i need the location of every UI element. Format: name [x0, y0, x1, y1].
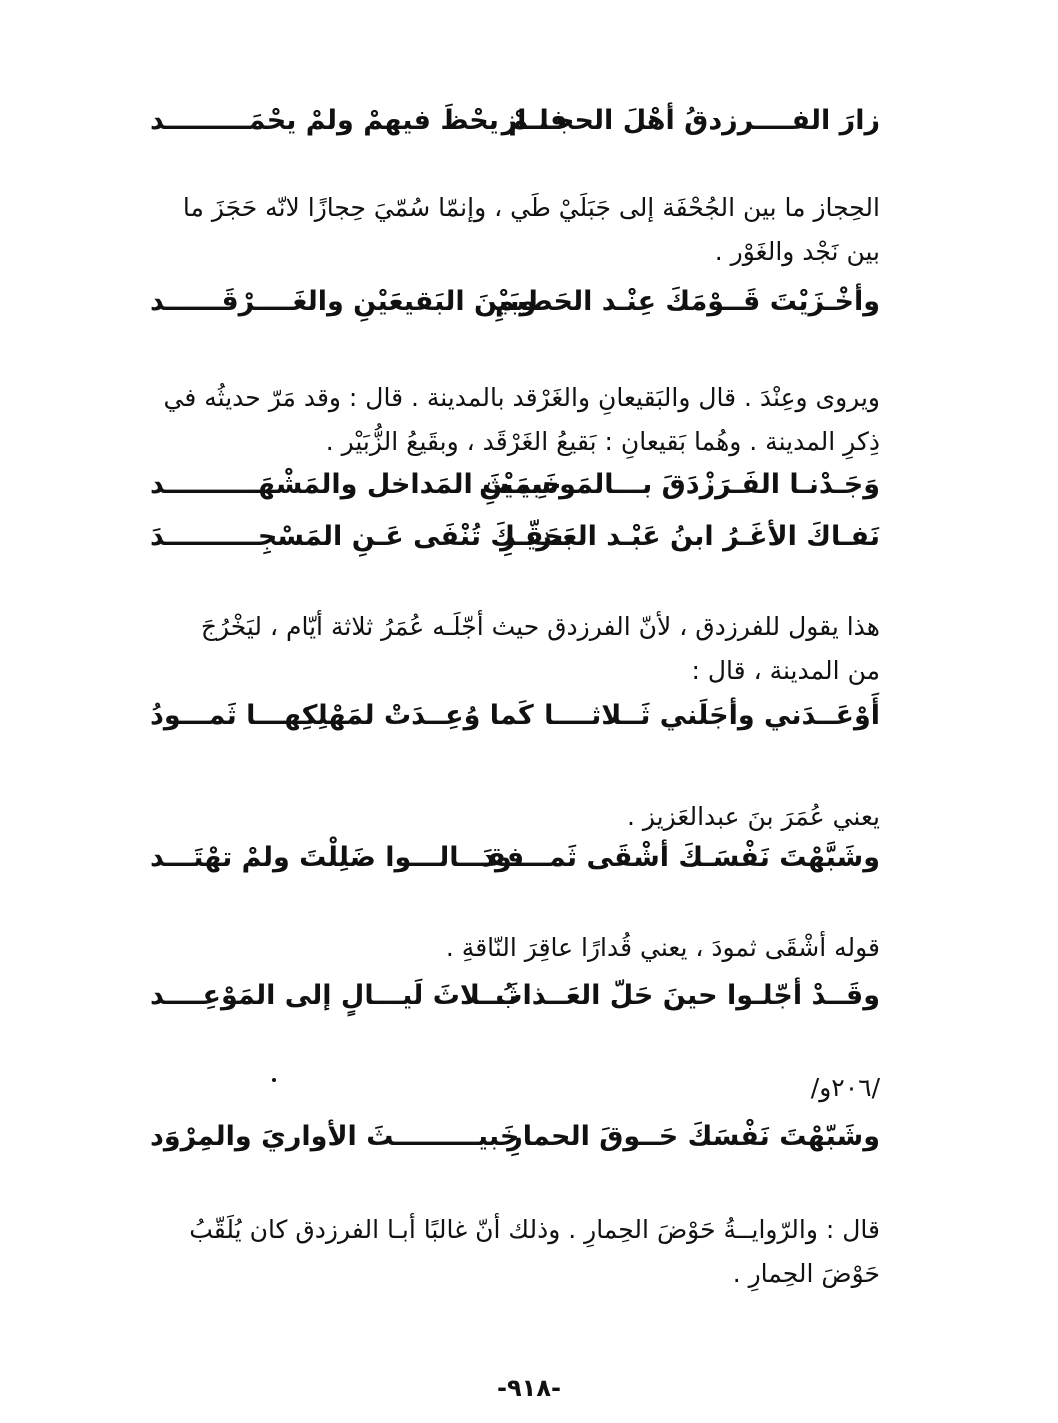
verse-first-hemistich: وشَبّهْتَ نَفْسَكَ حَــوقَ الحمارِ [507, 1121, 880, 1152]
verse-first-hemistich: نَفـاكَ الأغَـرُ ابنُ عَبْـد العَـزيـزِ [500, 521, 880, 552]
verse-line [140, 974, 880, 1018]
folio-marker: /٢٠٦و/ [810, 1073, 880, 1102]
verse-second-hemistich: ثَـــلاثَ لَيـــالٍ إلى المَوْعِــــد [150, 980, 519, 1011]
verse-first-hemistich: وَجَـدْنـا الفَـرَزْدَقَ بـــالمَوسِمَيْنِ [479, 469, 880, 500]
verse-line [140, 463, 880, 507]
verse-first-hemistich: وشَبَّهْتَ نَفْسَـكَ أشْقَى ثَمــــودَ [481, 842, 880, 873]
verse-line [140, 280, 880, 324]
verse-line [140, 694, 880, 738]
verse-second-hemistich: فقـــالـــوا ضَلِلْتَ ولمْ تهْتَـــد [150, 842, 525, 873]
paragraph-line: قال : والرّوايــةُ حَوْضَ الحِمارِ . وذلك أنّ غالبًا أبـا الفرزدق كان يُلَقّبُ [189, 1215, 880, 1244]
verse-second-hemistich: كَما وُعِــدَتْ لمَهْلِكِهـــا ثَمـــودُ [150, 700, 534, 731]
verse-line [140, 836, 880, 880]
commentary-paragraph [140, 926, 880, 970]
paragraph-line: قوله أشْقَى ثمودَ ، يعني قُدارًا عاقِرَ النّاقةِ . [445, 933, 880, 962]
verse-second-hemistich: خَبيـــــــــثَ الأواريَ والمِرْوَد [150, 1121, 520, 1152]
verse-second-hemistich: وبَيْنَ البَقيعَيْنِ والغَــــرْقَــــــد [150, 286, 537, 317]
paragraph-line: هذا يقول للفرزدق ، لأنّ الفرزدق حيث أجّلَـه عُمَرُ ثلاثة أيّام ، ليَخْرُجَ [200, 612, 880, 641]
verse-second-hemistich: بحَقّـكَ تُنْفَى عَـنِ المَسْجِــــــــــدَ [150, 521, 574, 552]
paragraph-line: بين نَجْد والغَوْر . [714, 237, 880, 266]
commentary-paragraph [140, 376, 880, 464]
paragraph-line: الحِجاز ما بين الجُحْفَة إلى جَبَلَيْ طَي ، وإنمّا سُمّيَ حِجازًا لانّه حَجَزَ ما [182, 193, 880, 222]
paragraph-line: من المدينة ، قال : [691, 656, 880, 685]
stray-dot [272, 1078, 276, 1082]
verse-line [140, 515, 880, 559]
verse-second-hemistich: فلـمْ يحْظَ فيهمْ ولمْ يحْمَـــــــــد [150, 105, 568, 136]
paragraph-line: يعني عُمَرَ بنَ عبدالعَزيز . [626, 802, 880, 831]
commentary-paragraph [140, 1208, 880, 1296]
verse-first-hemistich: زارَ الفــــرزدقُ أهْلَ الحجـــاز [501, 105, 880, 136]
verse-line [140, 1115, 880, 1159]
verse-first-hemistich: وأخْـزَيْتَ قَــوْمَكَ عِنْـد الحَطيمِ [494, 286, 880, 317]
paragraph-line: حَوْضَ الحِمارِ . [732, 1259, 880, 1288]
paragraph-line: ويروى وعِنْدَ . قال والبَقيعانِ والغَرْقد بالمدينة . قال : وقد مَرّ حديثُه في [163, 383, 880, 412]
verse-second-hemistich: خَبيـثَ المَداخل والمَشْهَــــــــــد [150, 469, 562, 500]
commentary-paragraph [140, 795, 880, 839]
commentary-paragraph [140, 186, 880, 274]
page-number: -٩١٨- [497, 1374, 561, 1402]
paragraph-line: ذِكرِ المدينة . وهُما بَقيعانِ : بَقيعُ الغَرْقَد ، وبقَيعُ الزُّبَيْر . [325, 427, 880, 456]
verse-first-hemistich: أَوْعَــدَني وأجَلَني ثَــلاثــــا [544, 700, 880, 731]
verse-line [140, 99, 880, 143]
verse-first-hemistich: وقَــدْ أجّلـوا حينَ حَلّ العَــذابُ [495, 980, 880, 1011]
commentary-paragraph [140, 605, 880, 693]
